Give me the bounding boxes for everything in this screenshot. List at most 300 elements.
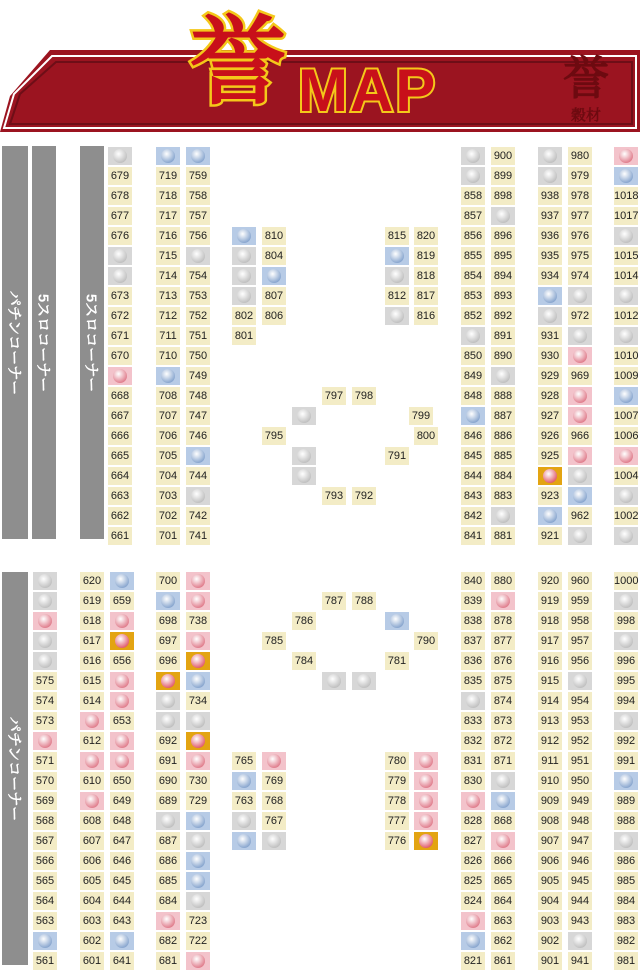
upper-machine-number: 793 bbox=[322, 487, 346, 505]
upper-machine-number: 894 bbox=[491, 267, 515, 285]
upper-machine-number: 927 bbox=[538, 407, 562, 425]
logo-subtitle: 穀材 bbox=[570, 106, 601, 124]
upper-machine-number: 819 bbox=[414, 247, 438, 265]
lower-machine-marker-red bbox=[491, 832, 515, 850]
lower-machine-number: 950 bbox=[568, 772, 592, 790]
lower-machine-number: 790 bbox=[414, 632, 438, 650]
logo-kanji: 誉 bbox=[563, 51, 609, 105]
lower-machine-number: 831 bbox=[461, 752, 485, 770]
lower-machine-number: 981 bbox=[614, 952, 638, 970]
upper-machine-number: 800 bbox=[414, 427, 438, 445]
lower-machine-number: 722 bbox=[186, 932, 210, 950]
upper-machine-number: 676 bbox=[108, 227, 132, 245]
lower-machine-number: 995 bbox=[614, 672, 638, 690]
pachinko-corner-text-bottom: パチンコーナー bbox=[5, 716, 23, 821]
upper-machine-number: 846 bbox=[461, 427, 485, 445]
machine-icon bbox=[466, 329, 480, 343]
lower-machine-number: 604 bbox=[80, 892, 104, 910]
upper-machine-number: 1015 bbox=[614, 247, 638, 265]
machine-icon bbox=[115, 694, 129, 708]
lower-machine-number: 998 bbox=[614, 612, 638, 630]
lower-machine-number: 723 bbox=[186, 912, 210, 930]
upper-machine-number: 845 bbox=[461, 447, 485, 465]
upper-machine-number: 936 bbox=[538, 227, 562, 245]
upper-machine-number: 888 bbox=[491, 387, 515, 405]
lower-machine-marker-red bbox=[414, 772, 438, 790]
upper-machine-number: 662 bbox=[108, 507, 132, 525]
lower-machine-number: 566 bbox=[33, 852, 57, 870]
upper-machine-number: 704 bbox=[156, 467, 180, 485]
machine-icon bbox=[543, 169, 557, 183]
upper-machine-number: 1018 bbox=[614, 187, 638, 205]
lower-machine-number: 903 bbox=[538, 912, 562, 930]
lower-machine-number: 836 bbox=[461, 652, 485, 670]
upper-machine-marker-silver bbox=[614, 227, 638, 245]
lower-machine-number: 769 bbox=[262, 772, 286, 790]
upper-machine-marker-silver bbox=[614, 527, 638, 545]
upper-machine-number: 753 bbox=[186, 287, 210, 305]
machine-icon bbox=[191, 734, 205, 748]
upper-machine-number: 966 bbox=[568, 427, 592, 445]
lower-machine-number: 617 bbox=[80, 632, 104, 650]
machine-icon bbox=[496, 834, 510, 848]
machine-icon bbox=[619, 329, 633, 343]
machine-icon bbox=[543, 509, 557, 523]
machine-icon bbox=[619, 774, 633, 788]
lower-machine-marker-blue bbox=[33, 932, 57, 950]
lower-machine-number: 871 bbox=[491, 752, 515, 770]
lower-machine-number: 684 bbox=[156, 892, 180, 910]
upper-machine-marker-silver bbox=[461, 167, 485, 185]
upper-machine-number: 708 bbox=[156, 387, 180, 405]
machine-icon bbox=[38, 934, 52, 948]
lower-machine-marker-silver bbox=[568, 932, 592, 950]
lower-machine-number: 861 bbox=[491, 952, 515, 970]
machine-icon bbox=[191, 594, 205, 608]
upper-machine-number: 884 bbox=[491, 467, 515, 485]
upper-machine-number: 855 bbox=[461, 247, 485, 265]
upper-machine-number: 792 bbox=[352, 487, 376, 505]
upper-machine-number: 715 bbox=[156, 247, 180, 265]
machine-icon bbox=[619, 594, 633, 608]
lower-machine-marker-blue bbox=[110, 572, 134, 590]
upper-machine-number: 976 bbox=[568, 227, 592, 245]
slot-corner-text-right: 5スロコーナー bbox=[82, 293, 100, 392]
lower-machine-number: 944 bbox=[568, 892, 592, 910]
lower-machine-number: 561 bbox=[33, 952, 57, 970]
machine-icon bbox=[543, 149, 557, 163]
lower-machine-number: 1000 bbox=[614, 572, 638, 590]
slot-corner-label-left bbox=[32, 146, 56, 539]
lower-machine-number: 986 bbox=[614, 852, 638, 870]
upper-machine-number: 707 bbox=[156, 407, 180, 425]
machine-icon bbox=[85, 714, 99, 728]
lower-machine-number: 956 bbox=[568, 652, 592, 670]
upper-machine-marker-silver bbox=[108, 267, 132, 285]
slot-corner-text-left: 5スロコーナー bbox=[34, 293, 52, 392]
upper-machine-number: 890 bbox=[491, 347, 515, 365]
machine-icon bbox=[191, 249, 205, 263]
machine-icon bbox=[619, 449, 633, 463]
machine-icon bbox=[419, 754, 433, 768]
lower-machine-number: 729 bbox=[186, 792, 210, 810]
upper-machine-number: 852 bbox=[461, 307, 485, 325]
lower-machine-number: 690 bbox=[156, 772, 180, 790]
machine-icon bbox=[419, 774, 433, 788]
machine-icon bbox=[191, 874, 205, 888]
machine-icon bbox=[573, 409, 587, 423]
machine-icon bbox=[115, 934, 129, 948]
lower-machine-marker-red bbox=[110, 692, 134, 710]
lower-machine-number: 984 bbox=[614, 892, 638, 910]
lower-machine-marker-gold bbox=[186, 732, 210, 750]
lower-machine-number: 914 bbox=[538, 692, 562, 710]
upper-machine-number: 759 bbox=[186, 167, 210, 185]
upper-machine-marker-red bbox=[568, 407, 592, 425]
machine-icon bbox=[327, 674, 341, 688]
machine-icon bbox=[161, 369, 175, 383]
lower-machine-marker-red bbox=[80, 792, 104, 810]
upper-machine-number: 702 bbox=[156, 507, 180, 525]
machine-icon bbox=[191, 754, 205, 768]
machine-icon bbox=[466, 694, 480, 708]
machine-icon bbox=[267, 754, 281, 768]
upper-machine-marker-blue bbox=[461, 407, 485, 425]
upper-machine-number: 795 bbox=[262, 427, 286, 445]
upper-machine-marker-blue bbox=[156, 367, 180, 385]
lower-machine-number: 641 bbox=[110, 952, 134, 970]
upper-machine-marker-silver bbox=[538, 167, 562, 185]
lower-machine-number: 768 bbox=[262, 792, 286, 810]
upper-machine-number: 756 bbox=[186, 227, 210, 245]
machine-icon bbox=[297, 469, 311, 483]
lower-machine-marker-gold bbox=[156, 672, 180, 690]
upper-machine-marker-silver bbox=[491, 367, 515, 385]
machine-icon bbox=[619, 289, 633, 303]
lower-machine-number: 569 bbox=[33, 792, 57, 810]
lower-machine-number: 571 bbox=[33, 752, 57, 770]
machine-icon bbox=[237, 249, 251, 263]
upper-machine-number: 666 bbox=[108, 427, 132, 445]
lower-machine-number: 644 bbox=[110, 892, 134, 910]
upper-machine-number: 1017 bbox=[614, 207, 638, 225]
upper-machine-marker-silver bbox=[186, 487, 210, 505]
upper-machine-marker-silver bbox=[538, 307, 562, 325]
machine-icon bbox=[466, 169, 480, 183]
machine-icon bbox=[191, 894, 205, 908]
lower-machine-number: 615 bbox=[80, 672, 104, 690]
lower-machine-marker-red bbox=[110, 612, 134, 630]
upper-machine-marker-silver bbox=[292, 407, 316, 425]
upper-machine-marker-red bbox=[568, 447, 592, 465]
upper-machine-number: 969 bbox=[568, 367, 592, 385]
upper-machine-number: 817 bbox=[414, 287, 438, 305]
title-map: MAP bbox=[298, 57, 438, 124]
lower-machine-number: 570 bbox=[33, 772, 57, 790]
machine-icon bbox=[267, 834, 281, 848]
machine-icon bbox=[38, 634, 52, 648]
upper-machine-marker-red bbox=[568, 347, 592, 365]
upper-machine-marker-silver bbox=[108, 147, 132, 165]
upper-machine-number: 1004 bbox=[614, 467, 638, 485]
machine-icon bbox=[419, 814, 433, 828]
lower-machine-marker-red bbox=[33, 732, 57, 750]
upper-machine-number: 885 bbox=[491, 447, 515, 465]
machine-icon bbox=[390, 269, 404, 283]
lower-machine-number: 777 bbox=[385, 812, 409, 830]
upper-machine-marker-blue bbox=[186, 447, 210, 465]
lower-machine-marker-red bbox=[461, 792, 485, 810]
lower-machine-number: 905 bbox=[538, 872, 562, 890]
upper-machine-number: 664 bbox=[108, 467, 132, 485]
lower-machine-marker-silver bbox=[614, 712, 638, 730]
lower-machine-number: 908 bbox=[538, 812, 562, 830]
lower-machine-number: 833 bbox=[461, 712, 485, 730]
upper-machine-number: 881 bbox=[491, 527, 515, 545]
upper-machine-number: 975 bbox=[568, 247, 592, 265]
machine-icon bbox=[85, 794, 99, 808]
lower-machine-number: 780 bbox=[385, 752, 409, 770]
lower-machine-number: 564 bbox=[33, 892, 57, 910]
lower-machine-marker-blue bbox=[232, 772, 256, 790]
machine-icon bbox=[496, 794, 510, 808]
machine-icon bbox=[573, 289, 587, 303]
upper-machine-number: 749 bbox=[186, 367, 210, 385]
upper-machine-number: 857 bbox=[461, 207, 485, 225]
lower-machine-number: 988 bbox=[614, 812, 638, 830]
upper-machine-number: 978 bbox=[568, 187, 592, 205]
upper-machine-number: 892 bbox=[491, 307, 515, 325]
upper-machine-number: 752 bbox=[186, 307, 210, 325]
upper-machine-number: 748 bbox=[186, 387, 210, 405]
lower-machine-number: 698 bbox=[156, 612, 180, 630]
lower-machine-number: 880 bbox=[491, 572, 515, 590]
lower-machine-marker-red bbox=[110, 732, 134, 750]
machine-icon bbox=[619, 834, 633, 848]
lower-machine-number: 947 bbox=[568, 832, 592, 850]
lower-machine-number: 647 bbox=[110, 832, 134, 850]
lower-machine-number: 959 bbox=[568, 592, 592, 610]
upper-machine-number: 850 bbox=[461, 347, 485, 365]
machine-icon bbox=[191, 714, 205, 728]
lower-machine-number: 778 bbox=[385, 792, 409, 810]
upper-machine-number: 934 bbox=[538, 267, 562, 285]
lower-machine-number: 983 bbox=[614, 912, 638, 930]
upper-machine-number: 899 bbox=[491, 167, 515, 185]
upper-machine-marker-blue bbox=[568, 487, 592, 505]
lower-machine-number: 919 bbox=[538, 592, 562, 610]
machine-icon bbox=[496, 774, 510, 788]
lower-machine-number: 687 bbox=[156, 832, 180, 850]
machine-icon bbox=[115, 734, 129, 748]
lower-machine-number: 785 bbox=[262, 632, 286, 650]
title-kanji: 誉 bbox=[190, 5, 286, 118]
lower-machine-number: 734 bbox=[186, 692, 210, 710]
upper-machine-number: 701 bbox=[156, 527, 180, 545]
upper-machine-number: 883 bbox=[491, 487, 515, 505]
upper-machine-number: 923 bbox=[538, 487, 562, 505]
lower-machine-marker-silver bbox=[33, 632, 57, 650]
pachinko-corner-text-top: パチンコーナー bbox=[5, 290, 23, 395]
upper-machine-number: 849 bbox=[461, 367, 485, 385]
upper-machine-number: 802 bbox=[232, 307, 256, 325]
upper-machine-marker-silver bbox=[385, 267, 409, 285]
lower-machine-marker-blue bbox=[461, 932, 485, 950]
machine-icon bbox=[38, 654, 52, 668]
machine-icon bbox=[543, 289, 557, 303]
lower-machine-marker-silver bbox=[322, 672, 346, 690]
machine-icon bbox=[237, 229, 251, 243]
lower-machine-marker-red bbox=[186, 632, 210, 650]
lower-machine-marker-silver bbox=[614, 832, 638, 850]
lower-machine-number: 575 bbox=[33, 672, 57, 690]
lower-machine-number: 614 bbox=[80, 692, 104, 710]
lower-machine-number: 916 bbox=[538, 652, 562, 670]
upper-machine-number: 893 bbox=[491, 287, 515, 305]
lower-machine-marker-red bbox=[186, 572, 210, 590]
machine-icon bbox=[161, 714, 175, 728]
lower-machine-number: 868 bbox=[491, 812, 515, 830]
machine-icon bbox=[466, 914, 480, 928]
lower-machine-number: 917 bbox=[538, 632, 562, 650]
lower-machine-number: 825 bbox=[461, 872, 485, 890]
upper-machine-number: 677 bbox=[108, 207, 132, 225]
lower-machine-number: 954 bbox=[568, 692, 592, 710]
lower-machine-number: 837 bbox=[461, 632, 485, 650]
lower-machine-number: 646 bbox=[110, 852, 134, 870]
upper-machine-number: 841 bbox=[461, 527, 485, 545]
lower-machine-number: 835 bbox=[461, 672, 485, 690]
lower-machine-number: 985 bbox=[614, 872, 638, 890]
lower-machine-number: 765 bbox=[232, 752, 256, 770]
upper-machine-number: 1010 bbox=[614, 347, 638, 365]
lower-machine-number: 602 bbox=[80, 932, 104, 950]
machine-icon bbox=[619, 634, 633, 648]
lower-machine-number: 573 bbox=[33, 712, 57, 730]
upper-machine-marker-silver bbox=[568, 327, 592, 345]
upper-machine-number: 1012 bbox=[614, 307, 638, 325]
machine-icon bbox=[113, 249, 127, 263]
lower-machine-marker-silver bbox=[491, 772, 515, 790]
upper-machine-marker-blue bbox=[262, 267, 286, 285]
lower-machine-number: 830 bbox=[461, 772, 485, 790]
machine-icon bbox=[191, 574, 205, 588]
upper-machine-number: 844 bbox=[461, 467, 485, 485]
lower-machine-marker-red bbox=[80, 752, 104, 770]
machine-icon bbox=[390, 309, 404, 323]
machine-icon bbox=[573, 529, 587, 543]
lower-machine-number: 618 bbox=[80, 612, 104, 630]
machine-icon bbox=[573, 329, 587, 343]
lower-machine-number: 781 bbox=[385, 652, 409, 670]
upper-machine-number: 1007 bbox=[614, 407, 638, 425]
lower-machine-number: 650 bbox=[110, 772, 134, 790]
lower-machine-number: 863 bbox=[491, 912, 515, 930]
machine-icon bbox=[390, 614, 404, 628]
upper-machine-number: 931 bbox=[538, 327, 562, 345]
upper-machine-marker-silver bbox=[292, 447, 316, 465]
slot-corner-label-right bbox=[80, 146, 104, 539]
lower-machine-number: 568 bbox=[33, 812, 57, 830]
lower-machine-marker-red bbox=[110, 752, 134, 770]
machine-icon bbox=[191, 489, 205, 503]
machine-icon bbox=[619, 149, 633, 163]
upper-machine-number: 804 bbox=[262, 247, 286, 265]
upper-machine-number: 937 bbox=[538, 207, 562, 225]
upper-machine-number: 744 bbox=[186, 467, 210, 485]
machine-icon bbox=[237, 834, 251, 848]
machine-icon bbox=[390, 249, 404, 263]
machine-icon bbox=[496, 594, 510, 608]
pachinko-corner-label-top bbox=[2, 146, 28, 539]
machine-icon bbox=[115, 614, 129, 628]
lower-machine-number: 875 bbox=[491, 672, 515, 690]
upper-machine-number: 673 bbox=[108, 287, 132, 305]
upper-machine-marker-red bbox=[108, 367, 132, 385]
lower-machine-marker-silver bbox=[186, 832, 210, 850]
lower-machine-number: 603 bbox=[80, 912, 104, 930]
machine-icon bbox=[619, 529, 633, 543]
upper-machine-number: 710 bbox=[156, 347, 180, 365]
lower-machine-marker-silver bbox=[461, 692, 485, 710]
upper-machine-number: 925 bbox=[538, 447, 562, 465]
lower-machine-marker-blue bbox=[156, 592, 180, 610]
lower-machine-marker-red bbox=[414, 792, 438, 810]
lower-machine-number: 991 bbox=[614, 752, 638, 770]
machine-icon bbox=[466, 409, 480, 423]
lower-machine-number: 877 bbox=[491, 632, 515, 650]
machine-icon bbox=[573, 449, 587, 463]
upper-machine-number: 672 bbox=[108, 307, 132, 325]
upper-machine-marker-silver bbox=[538, 147, 562, 165]
machine-icon bbox=[113, 149, 127, 163]
upper-machine-number: 1006 bbox=[614, 427, 638, 445]
lower-machine-number: 994 bbox=[614, 692, 638, 710]
machine-icon bbox=[419, 834, 433, 848]
upper-machine-number: 895 bbox=[491, 247, 515, 265]
upper-machine-marker-silver bbox=[292, 467, 316, 485]
upper-machine-number: 856 bbox=[461, 227, 485, 245]
upper-machine-number: 663 bbox=[108, 487, 132, 505]
machine-icon bbox=[191, 634, 205, 648]
lower-machine-number: 945 bbox=[568, 872, 592, 890]
upper-machine-number: 896 bbox=[491, 227, 515, 245]
lower-machine-number: 696 bbox=[156, 652, 180, 670]
lower-machine-number: 864 bbox=[491, 892, 515, 910]
lower-machine-number: 906 bbox=[538, 852, 562, 870]
lower-machine-number: 565 bbox=[33, 872, 57, 890]
upper-machine-number: 798 bbox=[352, 387, 376, 405]
lower-machine-marker-silver bbox=[186, 712, 210, 730]
lower-machine-number: 563 bbox=[33, 912, 57, 930]
upper-machine-number: 891 bbox=[491, 327, 515, 345]
lower-machine-number: 862 bbox=[491, 932, 515, 950]
lower-machine-number: 574 bbox=[33, 692, 57, 710]
upper-machine-marker-red bbox=[614, 447, 638, 465]
lower-machine-marker-blue bbox=[186, 812, 210, 830]
upper-machine-number: 853 bbox=[461, 287, 485, 305]
lower-machine-marker-silver bbox=[614, 592, 638, 610]
upper-machine-number: 714 bbox=[156, 267, 180, 285]
upper-machine-marker-silver bbox=[568, 467, 592, 485]
upper-machine-number: 810 bbox=[262, 227, 286, 245]
upper-machine-number: 757 bbox=[186, 207, 210, 225]
upper-machine-marker-blue bbox=[614, 167, 638, 185]
machine-icon bbox=[161, 814, 175, 828]
upper-machine-marker-silver bbox=[614, 327, 638, 345]
upper-machine-number: 898 bbox=[491, 187, 515, 205]
lower-machine-marker-gold bbox=[414, 832, 438, 850]
